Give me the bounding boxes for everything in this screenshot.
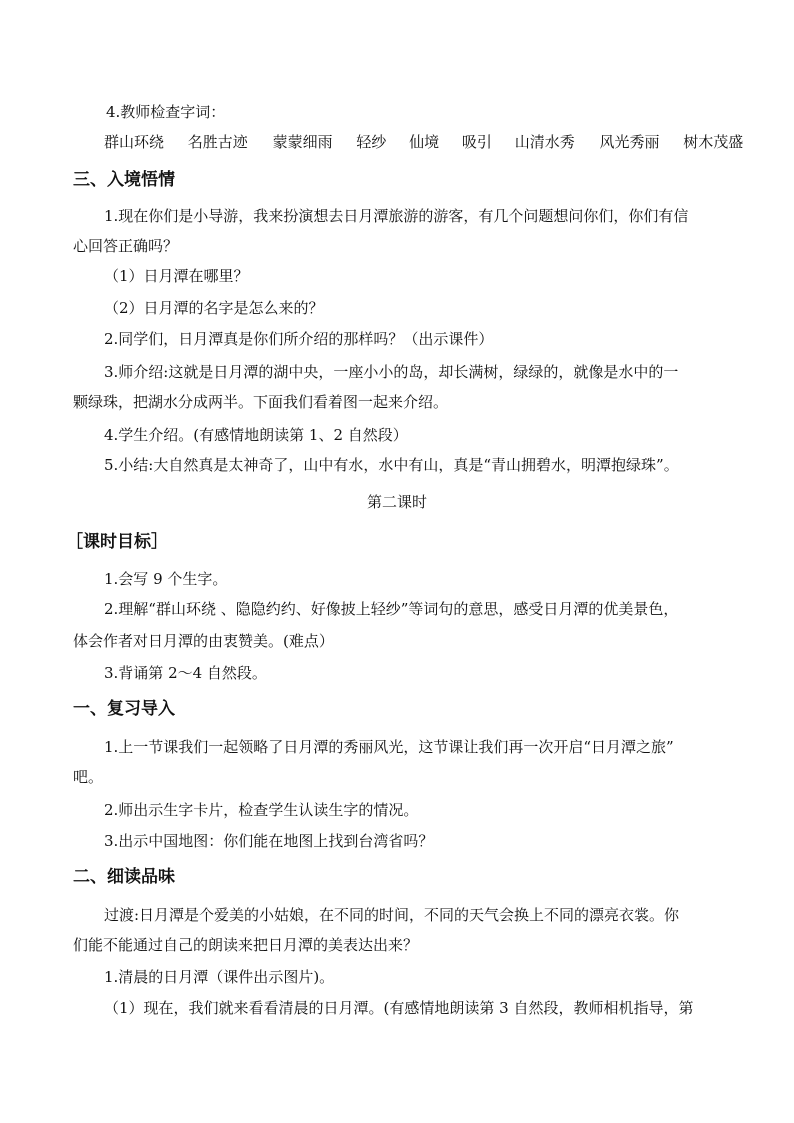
word: 群山环绕 xyxy=(104,133,165,151)
question-line: （1）日月潭在哪里？ xyxy=(104,267,249,285)
word: 蒙蒙细雨 xyxy=(272,133,333,151)
section-heading: 一、复习导入 xyxy=(73,699,175,719)
word: 仙境 xyxy=(409,133,440,151)
paragraph-line: 1.上一节课我们一起领略了日月潭的秀丽风光，这节课让我们再一次开启“日月潭之旅” xyxy=(104,738,674,756)
section-heading: 二、细读品味 xyxy=(73,867,175,887)
goal-line: 2.理解“群山环绕 、隐隐约约、好像披上轻纱”等词句的意思，感受日月潭的优美景色， xyxy=(104,600,679,618)
paragraph-line: 4.学生介绍。(有感情地朗读第 1、2 自然段） xyxy=(104,426,408,444)
word: 名胜古迹 xyxy=(187,133,248,151)
paragraph-line: 颗绿珠，把湖水分成两半。下面我们看着图一起来介绍。 xyxy=(73,393,449,411)
paragraph-line: 1.清晨的日月潭（课件出示图片)。 xyxy=(104,968,335,986)
goal-line: 1.会写 9 个生字。 xyxy=(104,570,228,588)
word: 吸引 xyxy=(461,133,492,151)
paragraph-line: 2.同学们，日月潭真是你们所介绍的那样吗？（出示课件） xyxy=(104,330,494,348)
item-check-words: 4.教师检查字词： xyxy=(106,103,226,121)
paragraph-line: 1.现在你们是小导游，我来扮演想去日月潭旅游的游客，有几个问题想问你们，你们有信 xyxy=(104,207,689,225)
goals-heading: ［课时目标］ xyxy=(66,532,168,552)
word: 山清水秀 xyxy=(514,133,575,151)
paragraph-line: 3.师介绍:这就是日月潭的湖中央，一座小小的岛，却长满树，绿绿的，就像是水中的一 xyxy=(104,363,679,381)
goal-line: 3.背诵第 2～4 自然段。 xyxy=(104,664,267,682)
question-line: （2）日月潭的名字是怎么来的？ xyxy=(104,299,324,317)
lesson-title: 第二课时 xyxy=(366,493,427,511)
goal-line: 体会作者对日月潭的由衷赞美。(难点） xyxy=(73,632,334,650)
paragraph-line: 3.出示中国地图：你们能在地图上找到台湾省吗？ xyxy=(104,832,434,850)
word: 树木茂盛 xyxy=(683,133,744,151)
paragraph-line: 们能不能通过自己的朗读来把日月潭的美表达出来？ xyxy=(73,936,419,954)
paragraph-line: （1）现在，我们就来看看清晨的日月潭。(有感情地朗读第 3 自然段，教师相机指导，第 xyxy=(104,999,694,1017)
paragraph-line: 5.小结:大自然真是太神奇了，山中有水，水中有山，真是“青山拥碧水，明潭抱绿珠”。 xyxy=(104,456,679,474)
paragraph-line: 吧。 xyxy=(73,768,104,786)
word: 轻纱 xyxy=(356,133,387,151)
paragraph-line: 过渡:日月潭是个爱美的小姑娘，在不同的时间，不同的天气会换上不同的漂亮衣裳。你 xyxy=(104,906,680,924)
word-list xyxy=(104,131,794,153)
word: 风光秀丽 xyxy=(599,133,660,151)
paragraph-line: 2.师出示生字卡片，检查学生认读生字的情况。 xyxy=(104,801,419,819)
paragraph-line: 心回答正确吗？ xyxy=(73,237,179,255)
section-heading: 三、入境悟情 xyxy=(73,170,175,190)
